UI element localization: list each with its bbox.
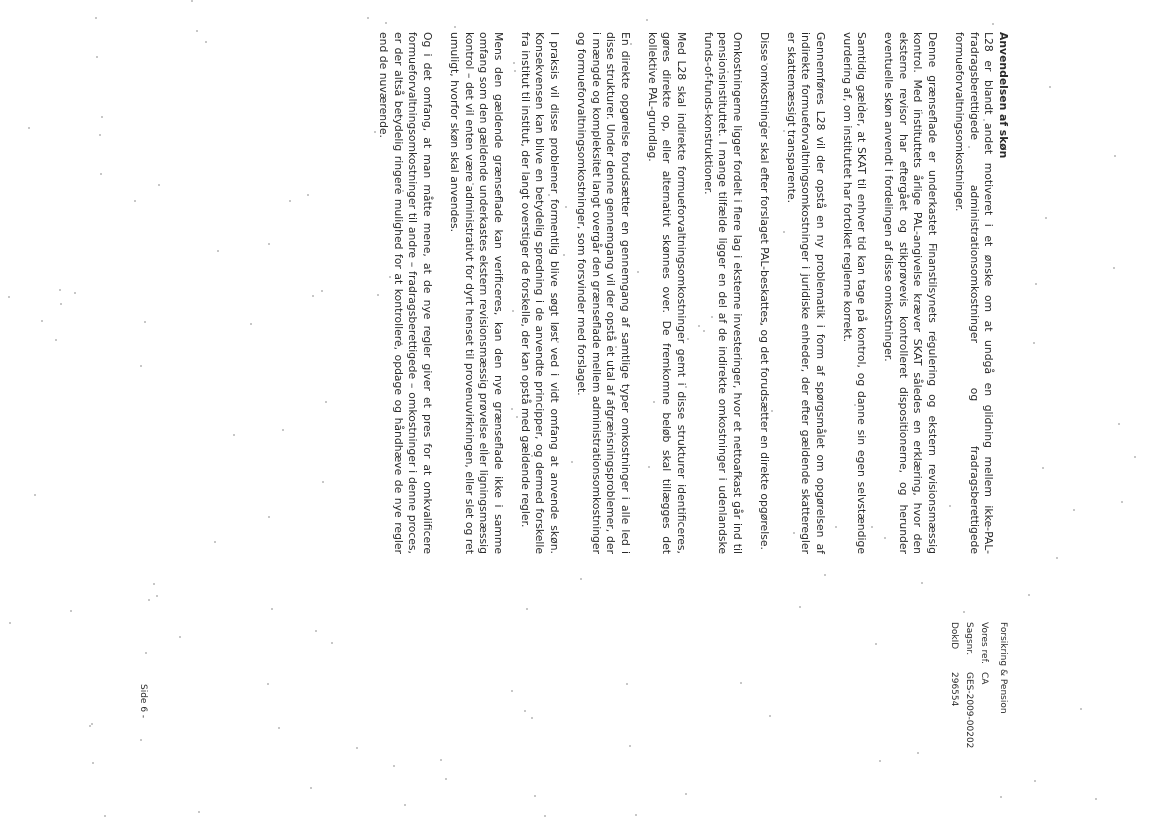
scan-speck: [1121, 501, 1123, 503]
scan-speck: [367, 17, 369, 19]
scan-speck: [1114, 155, 1116, 157]
scan-speck: [1049, 86, 1051, 88]
scan-speck: [1033, 342, 1035, 344]
scan-speck: [101, 116, 103, 118]
scan-speck: [55, 339, 57, 341]
scan-speck: [1035, 283, 1037, 285]
paragraph: Med L28 skal indirekte formueforvaltningsomkostninger gemt i disse strukturer identificeres, gøres direkte op, eller alternativt skønnes over. De fremkomne beløb skal tillægges det kollektive PAL-grundlag.: [645, 32, 689, 554]
scan-speck: [74, 292, 76, 294]
paragraph: Gennemføres L28 vil der opstå en ny problematik i form af spørgsmålet om opgørelsen af indirekte formueforvaltningsomkostninger i juridiske enheder, der efter gældende skatteregler er skattemæssigt transparente.: [784, 32, 827, 554]
scan-speck: [104, 815, 106, 817]
scan-speck: [100, 173, 102, 175]
ref-value: CA: [979, 672, 989, 685]
scan-speck: [8, 296, 10, 298]
paragraph: Denne grænseflade er underkastet Finanstilsynets regulering og ekstern revisionsmæssig kontrol. Med instituttets årlige PAL-angivelse kræver SKAT således en erklæring, hvor den eksterne revisor har eftergået og stikprøvevis kontrolleret dispositionerne, og herunder eventuelle skøn anvendt i fordelingen af disse omkostninger.: [882, 32, 940, 554]
scan-speck: [635, 814, 637, 816]
scan-speck: [1056, 557, 1058, 559]
scan-speck: [1073, 509, 1075, 511]
page-number: Side 6 -: [138, 684, 148, 719]
scan-speck: [28, 127, 30, 129]
scan-speck: [41, 320, 43, 322]
scan-speck: [60, 303, 62, 305]
paragraph: En direkte opgørelse forudsætter en gennemgang af samtlige typer omkostninger i alle led i disse strukturer. Under denne gennemgang vil der opstå et utal af afgrænsningsproblemer, der i mængde og kompleksitet langt overgår den grænseflade mellem administrationsomkostninger og formueforvaltningsomkostninger, som forsvinder med forslaget.: [574, 32, 632, 554]
scan-speck: [34, 494, 36, 496]
scan-speck: [992, 23, 994, 25]
scan-speck: [1113, 267, 1115, 269]
scan-speck: [1095, 798, 1097, 800]
body-text: [363, 32, 1010, 554]
paragraph: Og i det omfang, at man måtte mene, at de nye regler giver et pres for at omkvalificere formueforvaltningsomkostninger til andre – fradragsberettigede – omkostninger i denne proces, er der altså betydelig ringere mulighed for at kontrollere, opdage og håndhæve de nye regler end de nuværende.: [377, 32, 435, 554]
docid-label: DokID: [949, 622, 959, 650]
paragraph: Mens den gældende grænseflade kan verificeres, kan den nye grænseflade ikke i samme omfang som den gældende underkastes ekstern revisionsmæssig prøvelse eller ligningsmæssig kontrol – det vil enten være administrativt for dyrt henset til provenuvirkningen, eller slet og ret umuligt, hvorfor skøn skal anvendes.: [447, 32, 506, 554]
scan-speck: [191, 0, 193, 2]
scan-speck: [1080, 708, 1082, 710]
paragraph: Disse omkostninger skal efter forslaget PAL-beskattes, og det forudsætter en direkte opgørelse.: [757, 32, 771, 550]
rotated-document-page: [130, 28, 1010, 808]
case-row: [961, 622, 976, 802]
case-label: Sagsnr.: [964, 622, 974, 656]
scan-speck: [1042, 467, 1044, 469]
scan-speck: [59, 289, 61, 291]
scan-speck: [96, 56, 98, 58]
scan-speck: [70, 610, 72, 612]
scan-speck: [385, 22, 387, 24]
scan-speck: [544, 815, 546, 817]
scan-speck: [198, 811, 200, 813]
case-value: GES-2009-00202: [964, 672, 974, 749]
paragraph: L28 er blandt andet motiveret i et ønske om at undgå en glidning mellem ikke-PAL- fradragsberettigede administrationsomkostninger og fradragsberettigede formueforvaltningsomkostninger.: [952, 32, 996, 554]
scan-speck: [92, 762, 94, 764]
paragraph: Omkostningerne ligger fordelt i flere lag i eksterne investeringer, hvor et nettoafkast går ind til pensionsinstituttet. I mange tilfælde ligger en del af de indirekte omkostninger i udenlandske funds-of-funds-konstruktioner.: [701, 32, 745, 554]
section-heading: Anvendelsen af skøn: [997, 32, 1010, 159]
docid-value: 296554: [949, 672, 959, 707]
scan-speck: [95, 17, 97, 19]
scan-speck: [89, 725, 91, 727]
paragraph: I praksis vil disse problemer formentlig blive søgt løst ved i vidt omfang at anvende skøn. Konsekvensen kan blive en betydelig spredning i de anvendte principper, og dermed forskelle fra institut til institut, der langt overstiger de forskelle, der kan opstå med gældende regler.: [518, 32, 562, 554]
ref-row: [976, 622, 991, 802]
ref-label: Vores ref.: [979, 622, 989, 664]
scan-speck: [1118, 423, 1120, 425]
scan-speck: [1045, 217, 1047, 219]
docid-row: [946, 622, 961, 802]
scan-speck: [646, 19, 648, 21]
scan-speck: [9, 622, 11, 624]
scan-speck: [91, 723, 93, 725]
scan-speck: [1034, 780, 1036, 782]
reference-block: [946, 622, 1010, 802]
paragraph: Samtidig gælder, at SKAT til enhver tid kan tage på kontrol, og danne sin egen selvstændige vurdering af, om instituttet har fortolket reglerne korrekt.: [840, 32, 869, 554]
company-name: Forsikring & Pension: [998, 622, 1008, 714]
scan-speck: [1028, 594, 1030, 596]
scan-speck: [1134, 456, 1136, 458]
scan-speck: [99, 134, 101, 136]
